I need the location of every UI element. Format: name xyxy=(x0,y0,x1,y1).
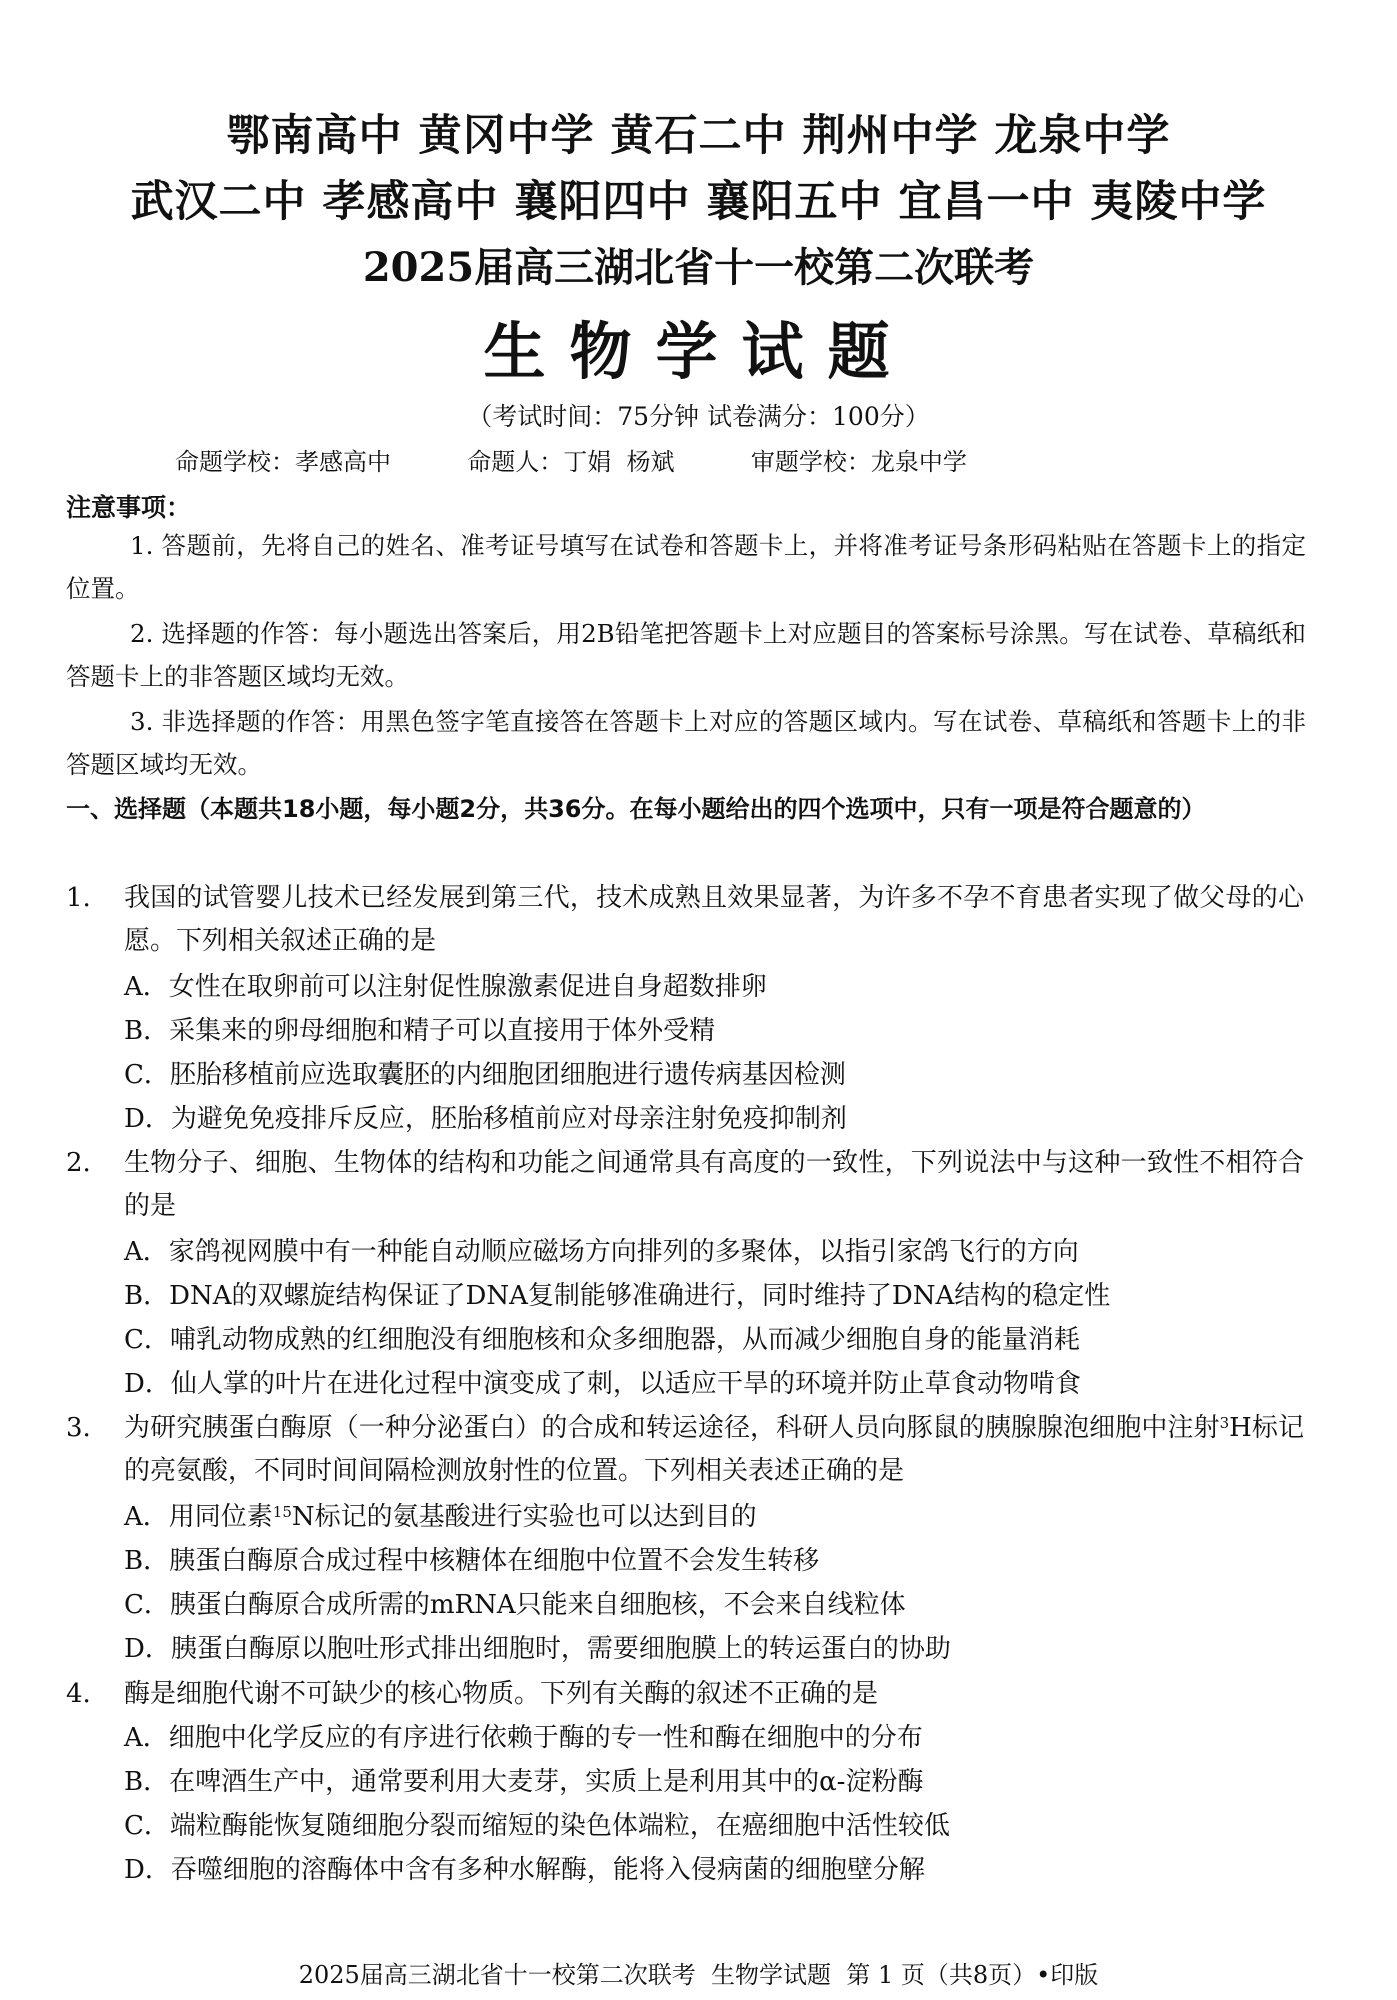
option-b: B．DNA的双螺旋结构保证了DNA复制能够准确进行，同时维持了DNA结构的稳定性 xyxy=(124,1281,1111,1311)
option-c: C．哺乳动物成熟的红细胞没有细胞核和众多细胞器，从而减少细胞自身的能量消耗 xyxy=(124,1325,1080,1355)
option-b: B．采集来的卵母细胞和精子可以直接用于体外受精 xyxy=(124,1016,716,1046)
page-footer: 2025届高三湖北省十一校第二次联考 生物学试题 第 1 页（共8页）•印版 xyxy=(298,1961,1099,1989)
option-b: B．在啤酒生产中，通常要利用大麦芽，实质上是利用其中的α-淀粉酶 xyxy=(124,1767,924,1797)
superscript-mass-number: 3 xyxy=(1219,1414,1230,1432)
question-number: 2. xyxy=(66,1148,91,1178)
option-a xyxy=(124,1496,1304,1539)
option-d: D．胰蛋白酶原以胞吐形式排出细胞时，需要细胞膜上的转运蛋白的协助 xyxy=(124,1634,951,1664)
question-stem: 生物分子、细胞、生物体的结构和功能之间通常具有高度的一致性，下列说法中与这种一致性不相符合的是 xyxy=(124,1148,1304,1221)
notice-item-2: 2. 选择题的作答：每小题选出答案后，用2B铅笔把答题卡上对应题目的答案标号涂黑。写在试卷、草稿纸和答题卡上的非答题区域均无效。 xyxy=(66,619,1306,691)
section-title: 一、选择题（本题共18小题，每小题2分，共36分。在每小题给出的四个选项中，只有一项是符合题意的） xyxy=(66,795,1206,823)
question-stem xyxy=(124,1407,1304,1493)
option-b: B．胰蛋白酶原合成过程中核糖体在细胞中位置不会发生转移 xyxy=(124,1546,820,1576)
schools-line-2: 武汉二中 孝感高中 襄阳四中 襄阳五中 宜昌一中 夷陵中学 xyxy=(130,177,1267,227)
option-a-part: N标记的氨基酸进行实验也可以达到目的 xyxy=(291,1502,757,1532)
option-a-part: A．用同位素 xyxy=(124,1502,273,1532)
schools-line-1: 鄂南高中 黄冈中学 黄石二中 荆州中学 龙泉中学 xyxy=(226,111,1171,161)
question-number: 4. xyxy=(66,1679,91,1709)
superscript-mass-number: 15 xyxy=(272,1503,292,1521)
question-stem: 酶是细胞代谢不可缺少的核心物质。下列有关酶的叙述不正确的是 xyxy=(124,1679,879,1709)
exam-title: 2025届高三湖北省十一校第二次联考 xyxy=(362,244,1035,291)
exam-info: （考试时间：75分钟 试卷满分：100分） xyxy=(467,402,930,431)
option-d: D．吞噬细胞的溶酶体中含有多种水解酶，能将入侵病菌的细胞壁分解 xyxy=(124,1855,925,1885)
option-a: A．女性在取卵前可以注射促性腺激素促进自身超数排卵 xyxy=(124,972,767,1002)
notice-title: 注意事项： xyxy=(66,493,192,522)
option-d: D．为避免免疫排斥反应，胚胎移植前应对母亲注射免疫抑制剂 xyxy=(124,1104,847,1134)
notice-item-1: 1. 答题前，先将自己的姓名、准考证号填写在试卷和答题卡上，并将准考证号条形码粘贴在答题卡上的指定位置。 xyxy=(66,531,1306,603)
option-c: C．胰蛋白酶原合成所需的mRNA只能来自细胞核，不会来自线粒体 xyxy=(124,1590,906,1620)
notice-item-3: 3. 非选择题的作答：用黑色签字笔直接答在答题卡上对应的答题区域内。写在试卷、草稿纸和答题卡上的非答题区域均无效。 xyxy=(66,707,1306,779)
option-c: C．端粒酶能恢复随细胞分裂而缩短的染色体端粒，在癌细胞中活性较低 xyxy=(124,1811,950,1841)
question-number: 3. xyxy=(66,1413,91,1443)
option-c: C．胚胎移植前应选取囊胚的内细胞团细胞进行遗传病基因检测 xyxy=(124,1060,846,1090)
option-d: D．仙人掌的叶片在进化过程中演变成了刺，以适应干旱的环境并防止草食动物啃食 xyxy=(124,1369,1081,1399)
question-number: 1. xyxy=(66,883,91,913)
subject-title: 生物学试题 xyxy=(483,315,914,388)
question-stem: 我国的试管婴儿技术已经发展到第三代，技术成熟且效果显著，为许多不孕不育患者实现了做父母的心愿。下列相关叙述正确的是 xyxy=(124,883,1304,956)
option-a: A．细胞中化学反应的有序进行依赖于酶的专一性和酶在细胞中的分布 xyxy=(124,1723,923,1753)
credits-line: 命题学校：孝感高中 命题人：丁娟 杨斌 审题学校：龙泉中学 xyxy=(175,448,967,476)
question-stem-part: H标记的亮氨酸，不同时间间隔检测放射性的位置。下列相关表述正确的是 xyxy=(124,1413,1304,1486)
question-stem-part: 为研究胰蛋白酶原（一种分泌蛋白）的合成和转运途径，科研人员向豚鼠的胰腺腺泡细胞中注射 xyxy=(124,1413,1220,1443)
option-a: A．家鸽视网膜中有一种能自动顺应磁场方向排列的多聚体，以指引家鸽飞行的方向 xyxy=(124,1237,1079,1267)
